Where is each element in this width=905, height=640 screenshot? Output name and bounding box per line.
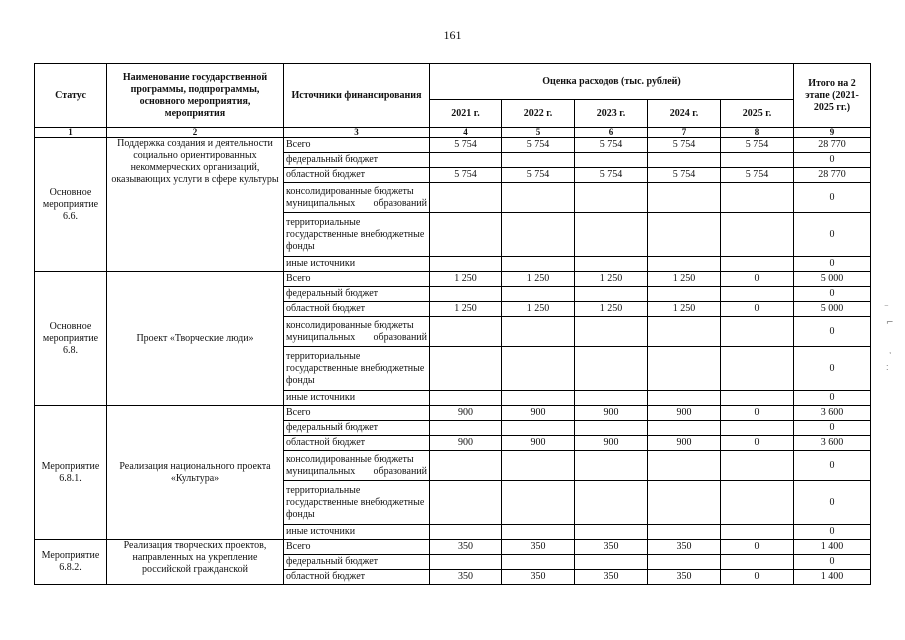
- year-value: [648, 347, 721, 391]
- header-status: Статус: [35, 64, 107, 128]
- scan-edge-mark: ˸: [886, 365, 889, 375]
- group-name: Поддержка создания и деятельности социально ориентированных некоммерческих организаций, оказывающих услуги в сфере культуры: [107, 138, 284, 272]
- year-value: [430, 555, 502, 570]
- year-value: 1 250: [575, 302, 648, 317]
- year-value: [430, 421, 502, 436]
- year-value: 5 754: [721, 138, 794, 153]
- column-number: 3: [284, 128, 430, 138]
- header-year: 2024 г.: [648, 100, 721, 128]
- column-number: 6: [575, 128, 648, 138]
- stage-total: 0: [794, 347, 871, 391]
- funding-source: территориальные государственные внебюджетные фонды: [284, 347, 430, 391]
- funding-source: Всего: [284, 138, 430, 153]
- year-value: [502, 481, 575, 525]
- year-value: [430, 525, 502, 540]
- group-status: Мероприятие 6.8.2.: [35, 540, 107, 585]
- year-value: [502, 555, 575, 570]
- scan-edge-mark: ˑ: [889, 350, 893, 360]
- year-value: [502, 213, 575, 257]
- year-value: [502, 525, 575, 540]
- funding-source: иные источники: [284, 525, 430, 540]
- year-value: 5 754: [430, 138, 502, 153]
- funding-source: областной бюджет: [284, 570, 430, 585]
- header-total: Итого на 2 этапе (2021-2025 гг.): [794, 64, 871, 128]
- scan-edge-mark: ⁻: [884, 303, 889, 313]
- year-value: [575, 391, 648, 406]
- year-value: 5 754: [648, 168, 721, 183]
- group-name: Проект «Творческие люди»: [107, 272, 284, 406]
- expenditure-table: [34, 63, 871, 585]
- year-value: [430, 317, 502, 347]
- column-number: 9: [794, 128, 871, 138]
- group-status: Основное мероприятие 6.8.: [35, 272, 107, 406]
- funding-source: иные источники: [284, 391, 430, 406]
- year-value: [721, 317, 794, 347]
- header-estimate: Оценка расходов (тыс. рублей): [430, 64, 794, 100]
- year-value: 5 754: [430, 168, 502, 183]
- year-value: [721, 287, 794, 302]
- header-year: 2023 г.: [575, 100, 648, 128]
- year-value: 350: [575, 540, 648, 555]
- year-value: [430, 391, 502, 406]
- funding-source: консолидированные бюджеты муниципальных образований: [284, 183, 430, 213]
- year-value: [502, 183, 575, 213]
- year-value: 1 250: [430, 302, 502, 317]
- stage-total: 5 000: [794, 272, 871, 287]
- stage-total: 0: [794, 421, 871, 436]
- column-number: 5: [502, 128, 575, 138]
- year-value: [575, 213, 648, 257]
- year-value: [721, 391, 794, 406]
- funding-source: консолидированные бюджеты муниципальных образований: [284, 451, 430, 481]
- table-row: [35, 272, 871, 287]
- year-value: [502, 391, 575, 406]
- year-value: 1 250: [575, 272, 648, 287]
- year-value: [721, 347, 794, 391]
- funding-source: федеральный бюджет: [284, 421, 430, 436]
- year-value: [721, 153, 794, 168]
- year-value: 5 754: [721, 168, 794, 183]
- year-value: [648, 183, 721, 213]
- year-value: [430, 287, 502, 302]
- funding-source: областной бюджет: [284, 436, 430, 451]
- funding-source: консолидированные бюджеты муниципальных образований: [284, 317, 430, 347]
- stage-total: 0: [794, 213, 871, 257]
- year-value: [575, 317, 648, 347]
- year-value: [575, 481, 648, 525]
- year-value: [430, 153, 502, 168]
- funding-source: Всего: [284, 272, 430, 287]
- year-value: 1 250: [648, 302, 721, 317]
- year-value: [575, 525, 648, 540]
- year-value: [575, 421, 648, 436]
- year-value: 350: [648, 570, 721, 585]
- stage-total: 0: [794, 451, 871, 481]
- year-value: 0: [721, 436, 794, 451]
- year-value: [575, 287, 648, 302]
- funding-source: территориальные государственные внебюджетные фонды: [284, 213, 430, 257]
- page-number: 161: [443, 28, 462, 42]
- header-name: Наименование государственной программы, подпрограммы, основного мероприятия, мероприятия: [107, 64, 284, 128]
- funding-source: федеральный бюджет: [284, 555, 430, 570]
- column-number: 4: [430, 128, 502, 138]
- year-value: [430, 257, 502, 272]
- year-value: [430, 183, 502, 213]
- stage-total: 0: [794, 317, 871, 347]
- group-name: Реализация национального проекта «Культура»: [107, 406, 284, 540]
- year-value: [648, 213, 721, 257]
- year-value: [430, 213, 502, 257]
- stage-total: 0: [794, 391, 871, 406]
- year-value: [721, 481, 794, 525]
- funding-source: Всего: [284, 406, 430, 421]
- year-value: 5 754: [502, 138, 575, 153]
- year-value: [721, 421, 794, 436]
- header-year: 2021 г.: [430, 100, 502, 128]
- table-row: [35, 138, 871, 153]
- year-value: [575, 347, 648, 391]
- funding-source: иные источники: [284, 257, 430, 272]
- year-value: [721, 183, 794, 213]
- scan-edge-mark: ⌐: [886, 318, 894, 328]
- stage-total: 0: [794, 257, 871, 272]
- year-value: [430, 451, 502, 481]
- year-value: 0: [721, 540, 794, 555]
- year-value: 900: [648, 406, 721, 421]
- funding-source: территориальные государственные внебюджетные фонды: [284, 481, 430, 525]
- year-value: [575, 555, 648, 570]
- column-number: 2: [107, 128, 284, 138]
- year-value: [721, 257, 794, 272]
- column-number: 8: [721, 128, 794, 138]
- year-value: 0: [721, 570, 794, 585]
- year-value: 1 250: [502, 302, 575, 317]
- year-value: [721, 555, 794, 570]
- year-value: 0: [721, 406, 794, 421]
- stage-total: 3 600: [794, 436, 871, 451]
- table-row: [35, 540, 871, 555]
- header-year: 2022 г.: [502, 100, 575, 128]
- year-value: 900: [430, 406, 502, 421]
- year-value: [430, 481, 502, 525]
- funding-source: федеральный бюджет: [284, 153, 430, 168]
- year-value: 350: [648, 540, 721, 555]
- stage-total: 1 400: [794, 570, 871, 585]
- year-value: [648, 555, 721, 570]
- year-value: [575, 153, 648, 168]
- funding-source: Всего: [284, 540, 430, 555]
- column-number: 1: [35, 128, 107, 138]
- year-value: 350: [430, 570, 502, 585]
- year-value: [721, 213, 794, 257]
- column-number: 7: [648, 128, 721, 138]
- stage-total: 0: [794, 183, 871, 213]
- year-value: 1 250: [648, 272, 721, 287]
- year-value: [502, 257, 575, 272]
- year-value: 900: [575, 406, 648, 421]
- stage-total: 0: [794, 525, 871, 540]
- group-status: Мероприятие 6.8.1.: [35, 406, 107, 540]
- header-year: 2025 г.: [721, 100, 794, 128]
- year-value: 5 754: [502, 168, 575, 183]
- stage-total: 0: [794, 481, 871, 525]
- group-name: Реализация творческих проектов, направленных на укрепление российской гражданской: [107, 540, 284, 585]
- year-value: 1 250: [430, 272, 502, 287]
- stage-total: 28 770: [794, 138, 871, 153]
- year-value: [502, 451, 575, 481]
- year-value: [502, 287, 575, 302]
- year-value: [648, 421, 721, 436]
- year-value: 350: [430, 540, 502, 555]
- year-value: 5 754: [575, 168, 648, 183]
- year-value: [575, 257, 648, 272]
- year-value: [502, 421, 575, 436]
- year-value: [648, 287, 721, 302]
- year-value: [721, 525, 794, 540]
- year-value: 900: [502, 406, 575, 421]
- year-value: [648, 257, 721, 272]
- year-value: 350: [575, 570, 648, 585]
- year-value: [430, 347, 502, 391]
- year-value: 5 754: [575, 138, 648, 153]
- stage-total: 3 600: [794, 406, 871, 421]
- year-value: [575, 451, 648, 481]
- year-value: [502, 347, 575, 391]
- stage-total: 28 770: [794, 168, 871, 183]
- year-value: 900: [430, 436, 502, 451]
- funding-source: областной бюджет: [284, 168, 430, 183]
- year-value: 900: [502, 436, 575, 451]
- year-value: 350: [502, 540, 575, 555]
- year-value: 900: [648, 436, 721, 451]
- group-status: Основное мероприятие 6.6.: [35, 138, 107, 272]
- stage-total: 0: [794, 287, 871, 302]
- year-value: 0: [721, 272, 794, 287]
- year-value: [648, 451, 721, 481]
- year-value: [502, 153, 575, 168]
- year-value: [648, 481, 721, 525]
- stage-total: 0: [794, 555, 871, 570]
- year-value: [575, 183, 648, 213]
- year-value: [648, 391, 721, 406]
- funding-source: областной бюджет: [284, 302, 430, 317]
- year-value: [648, 317, 721, 347]
- year-value: 350: [502, 570, 575, 585]
- column-number-row: [35, 128, 871, 138]
- funding-source: федеральный бюджет: [284, 287, 430, 302]
- table-row: [35, 406, 871, 421]
- year-value: [648, 525, 721, 540]
- year-value: [648, 153, 721, 168]
- year-value: 900: [575, 436, 648, 451]
- year-value: 5 754: [648, 138, 721, 153]
- year-value: 0: [721, 302, 794, 317]
- year-value: 1 250: [502, 272, 575, 287]
- year-value: [721, 451, 794, 481]
- stage-total: 1 400: [794, 540, 871, 555]
- year-value: [502, 317, 575, 347]
- stage-total: 5 000: [794, 302, 871, 317]
- stage-total: 0: [794, 153, 871, 168]
- header-source: Источники финансирования: [284, 64, 430, 128]
